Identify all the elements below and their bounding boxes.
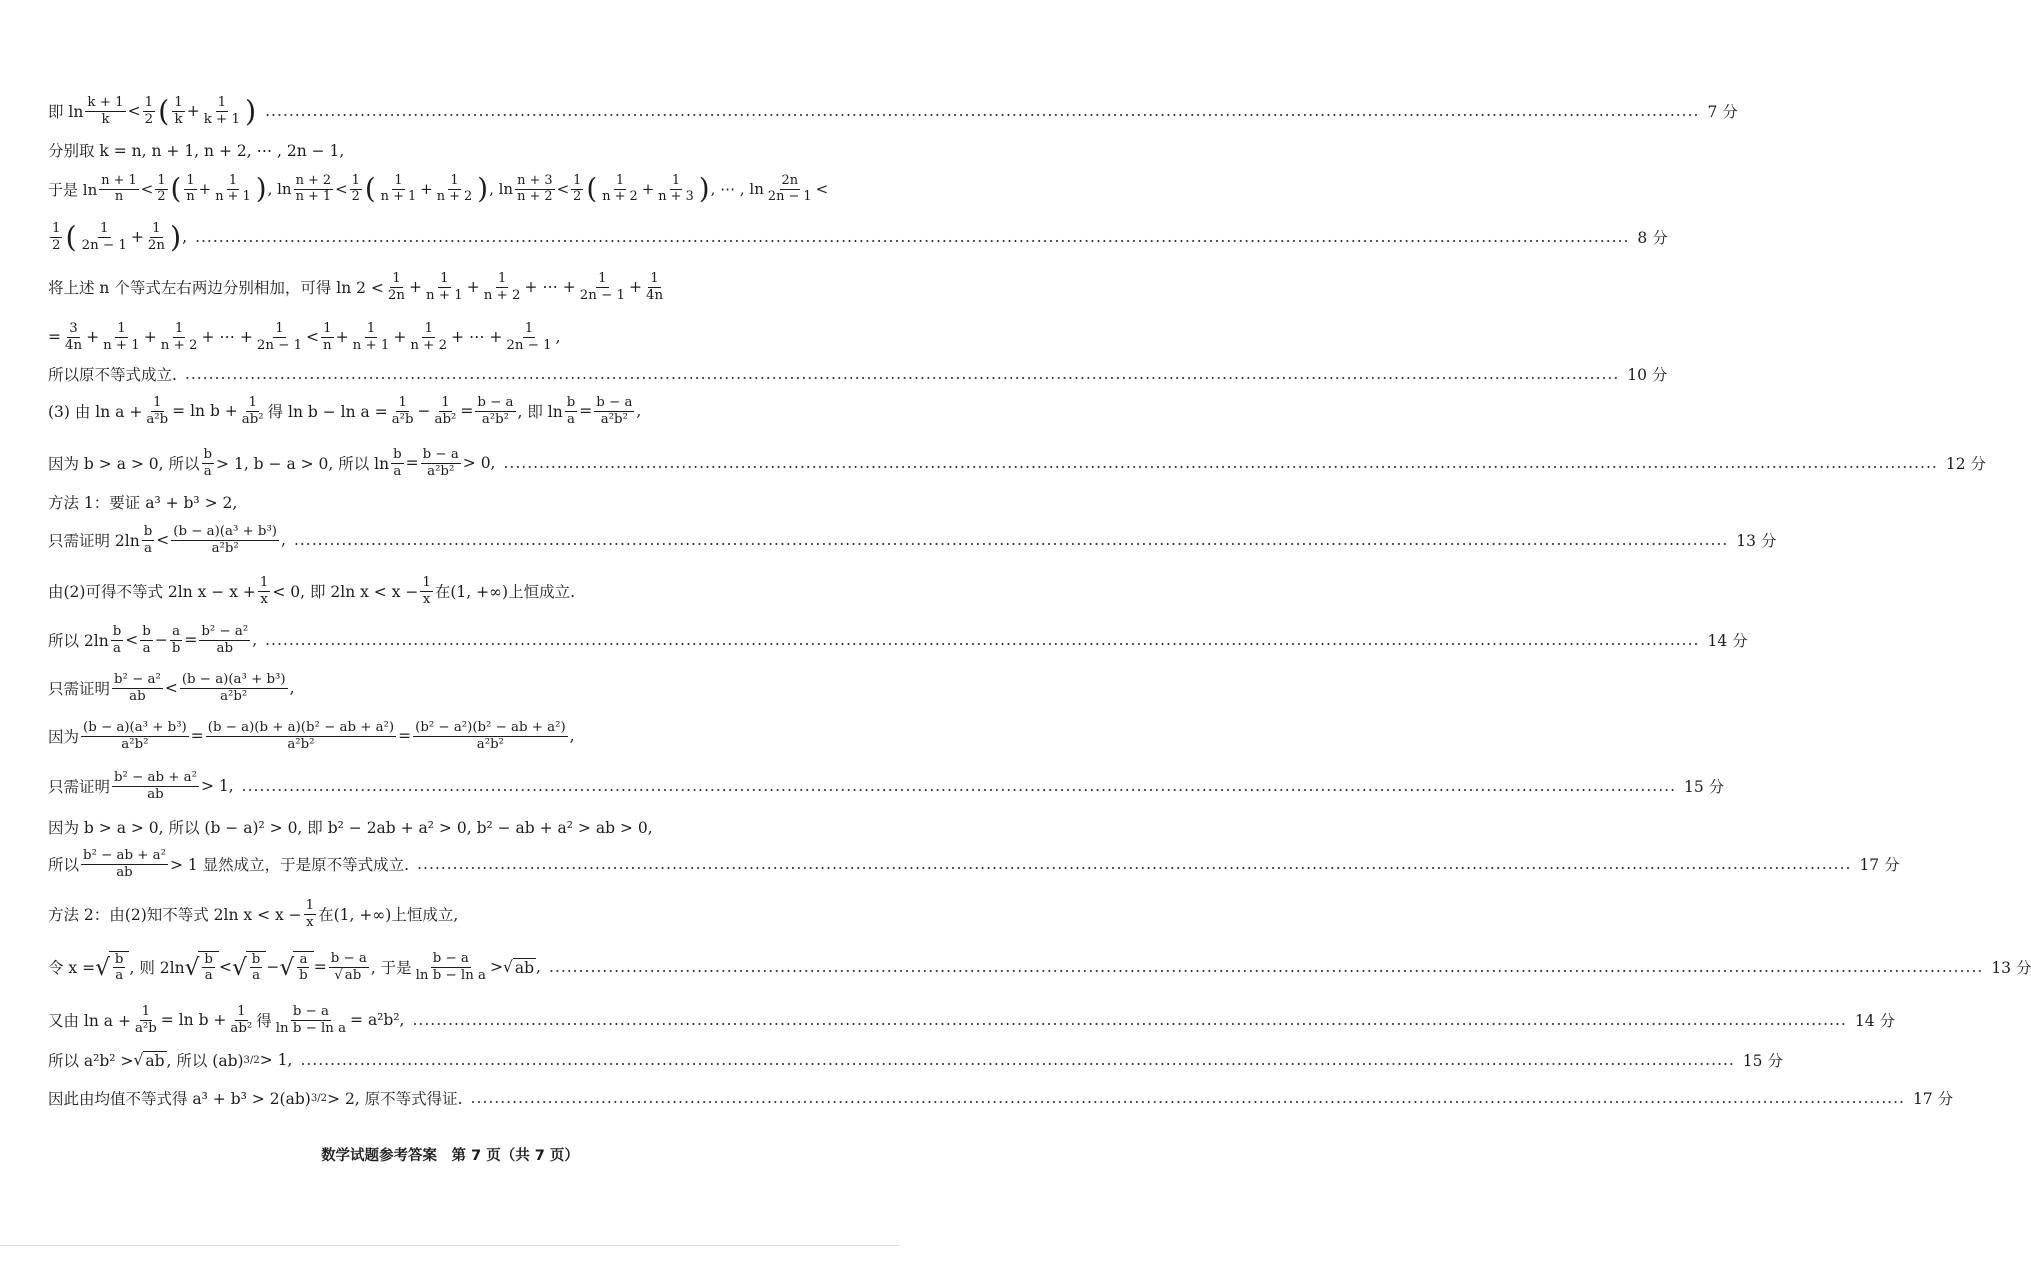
- score-label: 14 分: [1707, 632, 1748, 650]
- line-7pts: 即 ln k + 1 k < 1 2 ( 1 k + $\frac{1}{k + 1}$ ) .................................................................................................................................................................................................................................................. 7 分: [48, 93, 1738, 128]
- fraction: 1 2: [144, 95, 154, 127]
- score-label: 8 分: [1637, 229, 1668, 247]
- fraction: 1 k: [174, 95, 183, 127]
- score-label: 10 分: [1627, 366, 1668, 384]
- line-13pts: 只需证明 2ln b a < (b − a)(a³ + b³) a²b² , .................................................................................................................................................................................................................................................. 13 分: [48, 524, 1777, 556]
- line-13pts-m2: 令 x = √ $\frac{b}{a}$ , 则 2ln √ $\frac{b}{a}$ < √ $\frac{b}{a}$ − √ $\frac{a}{b}$ = $\frac{b - a}{√ ab}$ , 于是 b − a ln b − ln a > √ ab , .................................................................................................................................................................................................................................................. 13 分: [48, 951, 2031, 983]
- score-label: 17 分: [1859, 856, 1900, 874]
- line-factor: 因为 $\frac{\text{(b − a)(a³ + b³)}}{\text{a²b²}}$ = $\frac{\text{(b − a)(b + a)(b² − ab + a²)}}{\text{a²b²}}$ = $\frac{\text{(b² − a²)(b² − ab + a²)}}{\text{a²b²}}$ ,: [48, 720, 575, 752]
- line-lemma: 由(2)可得不等式 2ln x − x + $\frac{1}{x}$ < 0, 即 2ln x < x − $\frac{1}{x}$ 在(1, +∞)上恒成立.: [48, 575, 575, 607]
- score-label: 13 分: [1736, 532, 1777, 550]
- line-15pts: 只需证明 b² − ab + a² ab > 1, .................................................................................................................................................................................................................................................. 15 分: [48, 770, 1725, 802]
- score-label: 17 分: [1912, 1090, 1954, 1108]
- line-8pts: 1 2 ( 1 2n − 1 + 1 2n ) , .................................................................................................................................................................................................................................................. 8 分: [52, 219, 1668, 254]
- score-label: 15 分: [1684, 778, 1725, 796]
- score-label: 15 分: [1742, 1052, 1783, 1070]
- page-footer: 数学试题参考答案 第 7 页（共 7 页）: [321, 1148, 579, 1164]
- line-because: 因为 b > a > 0, 所以 (b − a)² > 0, 即 b² − 2ab + a² > 0, b² − ab + a² > ab > 0,: [48, 819, 653, 837]
- line-method2: 方法 2：由(2)知不等式 2ln x < x − $\frac{1}{x}$ 在(1, +∞)上恒成立,: [48, 898, 459, 930]
- line-10pts: 所以原不等式成立. .................................................................................................................................................................................................................................................. 10 分: [48, 365, 1668, 384]
- bottom-divider: [0, 1245, 900, 1246]
- score-label: 7 分: [1707, 103, 1738, 121]
- line-inequalities: 于是 ln n + 1 n < 1 2 ( 1 n + 1 n + 1 ) , ln n + 2 n + 1 < 1 2 ( 1 n + 1 + 1 n + 2 ) , ln n + 3 n + 2 < 1 2 ( 1 n + 2 + 1 n + 3 ) , ⋯ , ln 2n 2n − 1 <: [48, 172, 829, 206]
- line-sum-bound: = $\frac{3}{4n}$ + 1 n + 1 + 1 n + 2 + ⋯ + $\frac{1}{2n - 1}$ < 1 n + 1 n + 1 + 1 n + 2 + ⋯ + $\frac{1}{2n - 1}$ ,: [48, 321, 561, 353]
- score-label: 14 分: [1854, 1012, 1895, 1030]
- line-sum: 将上述 n 个等式左右两边分别相加，可得 ln 2 < 1 2n + 1 n + 1 + 1 n + 2 + ⋯ + $\frac{1}{2n - 1}$ + 1 4n: [48, 271, 664, 303]
- score-label: 12 分: [1945, 455, 1986, 473]
- line-part3: (3) 由 ln a + $\frac{1}{\text{a²b}}$ = ln b + $\frac{1}{\text{ab²}}$ 得 ln b − ln a = $\frac{1}{\text{a²b}}$ − $\frac{1}{\text{ab²}}$ = $\frac{b - a}{\text{a²b²}}$ , 即 ln $\frac{b}{a}$ = $\frac{b - a}{\text{a²b²}}$ ,: [48, 395, 642, 427]
- score-label: 13 分: [1991, 959, 2031, 977]
- fraction: k + 1 k: [87, 95, 124, 127]
- line-14pts-m2: 又由 ln a + $\frac{1}{\text{a²b}}$ = ln b + $\frac{1}{\text{ab²}}$ 得 $\frac{b - a}{\text{ln b − ln a}}$ = a²b², .................................................................................................................................................................................................................................................. 14 分: [48, 1004, 1895, 1036]
- fraction: $\frac{1}{k + 1}$: [203, 95, 240, 127]
- line-14pts: 所以 2ln b a < b a − $\frac{a}{b}$ = $\frac{\text{b² − a²}}{ab}$ , .................................................................................................................................................................................................................................................. 14 分: [48, 624, 1748, 656]
- line-17pts: 所以 b² − ab + a² ab > 1 显然成立，于是原不等式成立. .................................................................................................................................................................................................................................................. 17 分: [48, 848, 1900, 880]
- line-15pts-m2: 所以 a²b² > √ ab , 所以 (ab) 3/2 > 1, .................................................................................................................................................................................................................................................. 15 分: [48, 1051, 1783, 1070]
- dot-leader: ..................................................................................................................................................................................................................................................: [265, 102, 1700, 120]
- line-17pts-m2: 因此由均值不等式得 a³ + b³ > 2(ab) 3/2 > 2, 原不等式得证. .................................................................................................................................................................................................................................................. 17 分: [48, 1089, 1954, 1108]
- line-12pts: 因为 b > a > 0, 所以 b a > 1, b − a > 0, 所以 ln $\frac{b}{a}$ = $\frac{b - a}{\text{a²b²}}$ > 0, .................................................................................................................................................................................................................................................. 12 分: [48, 447, 1986, 479]
- line-need-prove: 只需证明 b² − a² ab < (b − a)(a³ + b³) a²b² ,: [48, 672, 295, 704]
- line-substitution: 分别取 k = n, n + 1, n + 2, ⋯ , 2n − 1,: [48, 142, 345, 160]
- line-method1: 方法 1：要证 a³ + b³ > 2,: [48, 494, 238, 512]
- text: 即 ln: [48, 103, 84, 121]
